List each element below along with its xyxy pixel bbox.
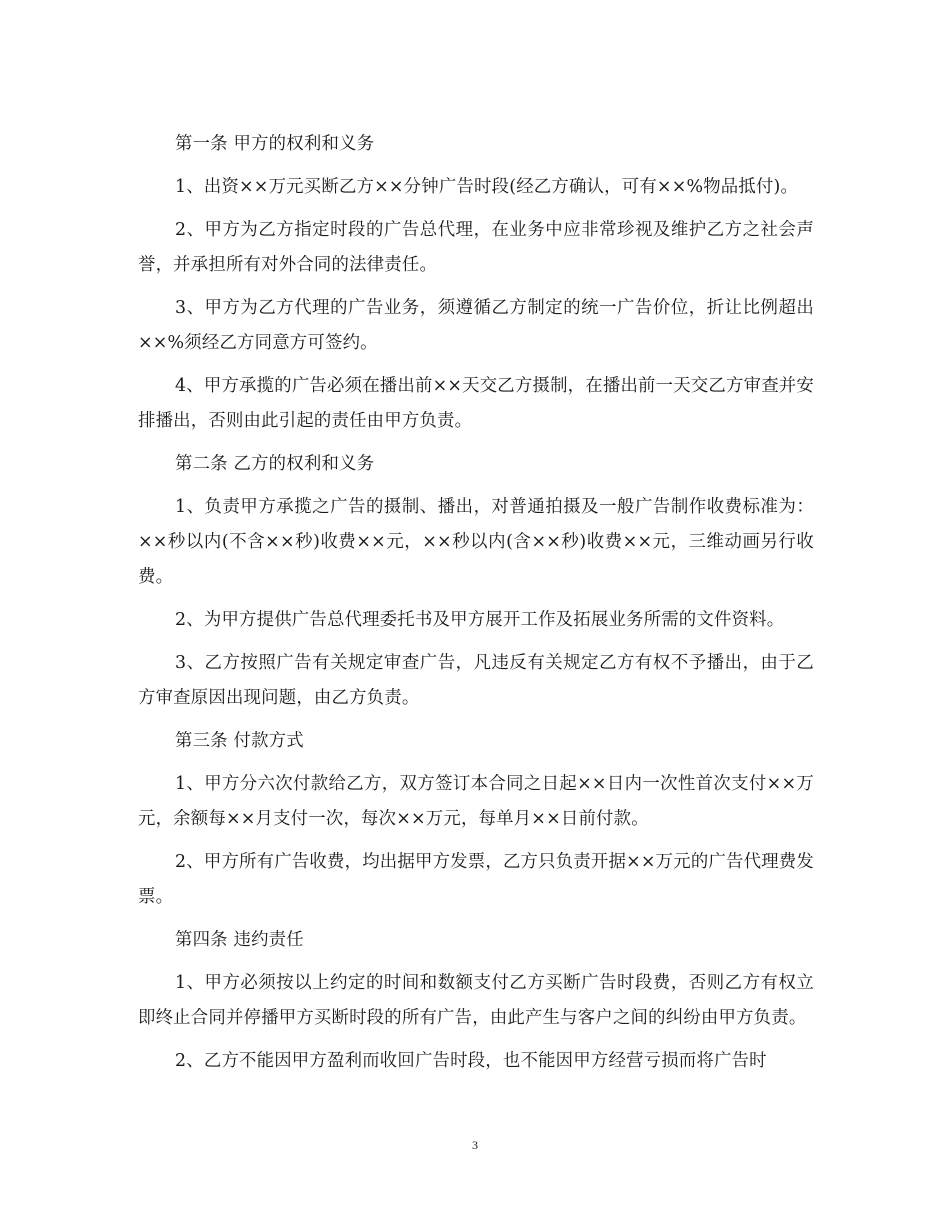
document-body xyxy=(138,127,814,1087)
article-3-clause-2: 2、甲方所有广告收费，均出据甲方发票，乙方只负责开据××万元的广告代理费发票。 xyxy=(138,852,814,907)
article-1-clause-2: 2、甲方为乙方指定时段的广告总代理，在业务中应非常珍视及维护乙方之社会声誉，并承担所有对外合同的法律责任。 xyxy=(138,220,814,275)
article-4-clause-2: 2、乙方不能因甲方盈利而收回广告时段，也不能因甲方经营亏损而将广告时 xyxy=(175,1051,767,1071)
article-3-clause-1: 1、甲方分六次付款给乙方，双方签订本合同之日起××日内一次性首次支付××万元，余额每××月支付一次，每次××万元，每单月××日前付款。 xyxy=(138,774,814,829)
article-2-heading: 第二条 乙方的权利和义务 xyxy=(175,454,375,474)
article-2-clause-1: 1、负责甲方承揽之广告的摄制、播出，对普通拍摄及一般广告制作收费标准为：××秒以内(不含××秒)收费××元，××秒以内(含××秒)收费××元，三维动画另行收费。 xyxy=(138,497,814,587)
article-1-heading: 第一条 甲方的权利和义务 xyxy=(175,134,375,154)
article-4-heading: 第四条 违约责任 xyxy=(175,930,304,950)
article-3-heading: 第三条 付款方式 xyxy=(175,731,304,751)
article-4-clause-1: 1、甲方必须按以上约定的时间和数额支付乙方买断广告时段费，否则乙方有权立即终止合同并停播甲方买断时段的所有广告，由此产生与客户之间的纠纷由甲方负责。 xyxy=(138,973,814,1028)
article-1-clause-4: 4、甲方承揽的广告必须在播出前××天交乙方摄制，在播出前一天交乙方审查并安排播出，否则由此引起的责任由甲方负责。 xyxy=(138,376,814,431)
article-2-clause-2: 2、为甲方提供广告总代理委托书及甲方展开工作及拓展业务所需的文件资料。 xyxy=(175,610,785,630)
article-1-clause-1: 1、出资××万元买断乙方××分钟广告时段(经乙方确认，可有××%物品抵付)。 xyxy=(175,177,799,197)
article-2-clause-3: 3、乙方按照广告有关规定审查广告，凡违反有关规定乙方有权不予播出，由于乙方审查原因出现问题，由乙方负责。 xyxy=(138,653,814,708)
article-1-clause-3: 3、甲方为乙方代理的广告业务，须遵循乙方制定的统一广告价位，折让比例超出××%须经乙方同意方可签约。 xyxy=(138,298,814,353)
page-number: 3 xyxy=(472,1138,478,1152)
